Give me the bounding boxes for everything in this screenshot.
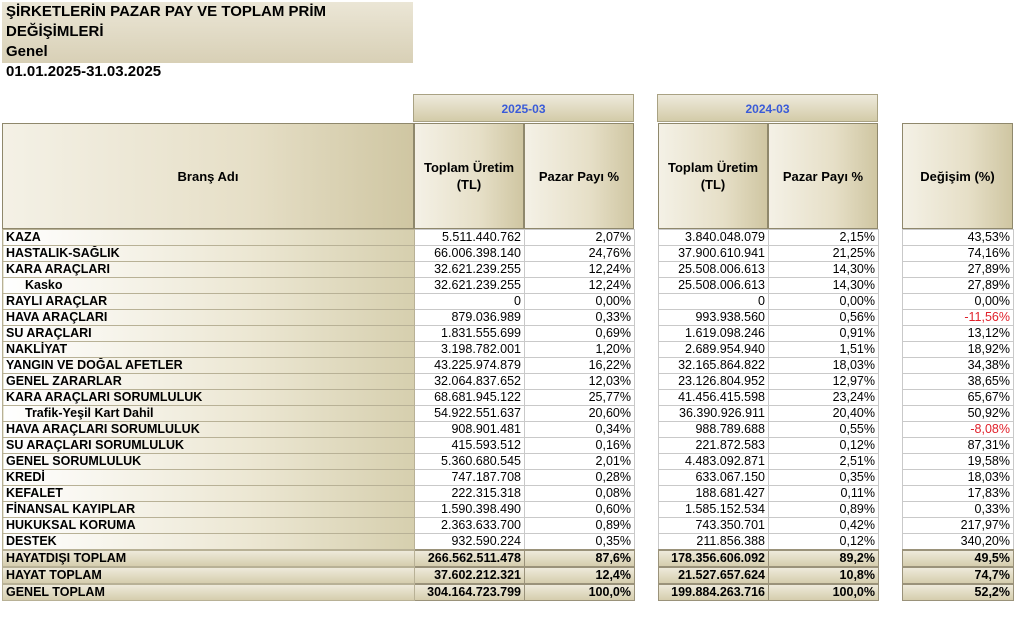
share-2025-cell: 2,01%	[525, 454, 635, 470]
column-gap	[879, 534, 903, 551]
production-2024-cell: 633.067.150	[659, 470, 769, 486]
production-2024-cell: 1.619.098.246	[659, 326, 769, 342]
share-2024-cell: 14,30%	[769, 262, 879, 278]
branch-name-cell: GENEL ZARARLAR	[3, 374, 415, 390]
table-row	[3, 262, 1014, 278]
change-cell: -11,56%	[903, 310, 1014, 326]
column-gap	[635, 518, 659, 534]
production-2024-cell: 25.508.006.613	[659, 278, 769, 294]
column-gap	[879, 390, 903, 406]
column-gap	[879, 518, 903, 534]
share-2025-cell: 100,0%	[525, 584, 635, 601]
change-cell: 19,58%	[903, 454, 1014, 470]
table-row	[3, 294, 1014, 310]
production-2024-cell: 1.585.152.534	[659, 502, 769, 518]
share-2024-cell: 0,35%	[769, 470, 879, 486]
production-2025-cell: 3.198.782.001	[415, 342, 525, 358]
branch-name-cell: SU ARAÇLARI	[3, 326, 415, 342]
production-2024-cell: 188.681.427	[659, 486, 769, 502]
column-gap	[879, 422, 903, 438]
production-2025-cell: 2.363.633.700	[415, 518, 525, 534]
production-2025-cell: 37.602.212.321	[415, 567, 525, 584]
share-2025-cell: 0,34%	[525, 422, 635, 438]
share-2025-cell: 0,35%	[525, 534, 635, 551]
column-gap	[635, 550, 659, 567]
column-gap	[879, 374, 903, 390]
production-2025-cell: 1.831.555.699	[415, 326, 525, 342]
share-2024-cell: 0,55%	[769, 422, 879, 438]
table-row	[3, 246, 1014, 262]
branch-name-cell: KARA ARAÇLARI SORUMLULUK	[3, 390, 415, 406]
production-2024-cell: 0	[659, 294, 769, 310]
column-gap	[635, 567, 659, 584]
change-cell: -8,08%	[903, 422, 1014, 438]
column-gap	[879, 246, 903, 262]
column-gap	[879, 502, 903, 518]
table-row	[3, 486, 1014, 502]
period-current-header: 2025-03	[413, 94, 634, 122]
table-row	[3, 406, 1014, 422]
production-2025-cell: 747.187.708	[415, 470, 525, 486]
share-2024-cell: 10,8%	[769, 567, 879, 584]
production-2024-cell: 32.165.864.822	[659, 358, 769, 374]
share-2024-cell: 0,56%	[769, 310, 879, 326]
production-2025-cell: 32.621.239.255	[415, 262, 525, 278]
column-gap	[635, 326, 659, 342]
share-2025-cell: 0,28%	[525, 470, 635, 486]
branch-name-cell: FİNANSAL KAYIPLAR	[3, 502, 415, 518]
share-2024-cell: 14,30%	[769, 278, 879, 294]
change-cell: 18,92%	[903, 342, 1014, 358]
change-cell: 17,83%	[903, 486, 1014, 502]
column-gap	[879, 454, 903, 470]
column-gap	[879, 406, 903, 422]
column-gap	[635, 502, 659, 518]
column-gap	[635, 374, 659, 390]
production-2024-cell: 25.508.006.613	[659, 262, 769, 278]
share-2025-cell: 0,89%	[525, 518, 635, 534]
column-gap	[635, 358, 659, 374]
table-row	[3, 454, 1014, 470]
share-2024-cell: 0,42%	[769, 518, 879, 534]
change-cell: 65,67%	[903, 390, 1014, 406]
change-cell: 27,89%	[903, 262, 1014, 278]
share-2025-cell: 2,07%	[525, 230, 635, 246]
column-gap	[635, 584, 659, 601]
total-row	[3, 584, 1014, 601]
production-2024-cell: 988.789.688	[659, 422, 769, 438]
table-row	[3, 278, 1014, 294]
report-title: ŞİRKETLERİN PAZAR PAY VE TOPLAM PRİM DEĞİŞİMLERİ	[6, 3, 327, 40]
production-2024-cell: 199.884.263.716	[659, 584, 769, 601]
table-row	[3, 518, 1014, 534]
change-cell: 43,53%	[903, 230, 1014, 246]
table-row	[3, 342, 1014, 358]
share-2025-cell: 1,20%	[525, 342, 635, 358]
branch-name-cell: KEFALET	[3, 486, 415, 502]
table-row	[3, 390, 1014, 406]
production-2024-cell: 41.456.415.598	[659, 390, 769, 406]
table-row	[3, 470, 1014, 486]
change-header: Değişim (%)	[902, 123, 1013, 229]
branch-name-cell: HUKUKSAL KORUMA	[3, 518, 415, 534]
change-cell: 13,12%	[903, 326, 1014, 342]
branch-name-cell: DESTEK	[3, 534, 415, 551]
share-2024-cell: 21,25%	[769, 246, 879, 262]
share-2025-cell: 0,60%	[525, 502, 635, 518]
production-2025-cell: 66.006.398.140	[415, 246, 525, 262]
share-2024-cell: 0,91%	[769, 326, 879, 342]
production-2024-cell: 36.390.926.911	[659, 406, 769, 422]
table-row	[3, 310, 1014, 326]
change-cell: 50,92%	[903, 406, 1014, 422]
column-gap	[879, 584, 903, 601]
column-gap	[635, 230, 659, 246]
branch-name-cell: RAYLI ARAÇLAR	[3, 294, 415, 310]
branch-name-cell: HASTALIK-SAĞLIK	[3, 246, 415, 262]
column-gap	[635, 406, 659, 422]
column-gap	[635, 454, 659, 470]
share-2024-cell: 23,24%	[769, 390, 879, 406]
production-2025-cell: 932.590.224	[415, 534, 525, 551]
change-cell: 74,16%	[903, 246, 1014, 262]
branch-name-cell: NAKLİYAT	[3, 342, 415, 358]
column-gap	[635, 438, 659, 454]
column-gap	[635, 262, 659, 278]
share-2025-cell: 12,24%	[525, 262, 635, 278]
branch-column-header: Branş Adı	[2, 123, 414, 229]
share-2024-cell: 0,12%	[769, 438, 879, 454]
production-2024-cell: 178.356.606.092	[659, 550, 769, 567]
share-2024-cell: 100,0%	[769, 584, 879, 601]
change-cell: 340,20%	[903, 534, 1014, 551]
column-gap	[879, 550, 903, 567]
branch-name-cell: KREDİ	[3, 470, 415, 486]
total-row	[3, 550, 1014, 567]
production-2025-cell: 5.360.680.545	[415, 454, 525, 470]
table-row	[3, 230, 1014, 246]
share-2025-cell: 12,4%	[525, 567, 635, 584]
period-previous-header: 2024-03	[657, 94, 878, 122]
column-gap	[879, 262, 903, 278]
production-2025-cell: 5.511.440.762	[415, 230, 525, 246]
column-gap	[635, 310, 659, 326]
share-2024-cell: 1,51%	[769, 342, 879, 358]
production-2025-cell: 32.621.239.255	[415, 278, 525, 294]
production-2024-cell: 4.483.092.871	[659, 454, 769, 470]
share-2024-cell: 20,40%	[769, 406, 879, 422]
share-2025-cell: 0,00%	[525, 294, 635, 310]
share-2024-cell: 0,89%	[769, 502, 879, 518]
branch-name-cell: GENEL TOPLAM	[3, 584, 415, 601]
share-2025-cell: 25,77%	[525, 390, 635, 406]
market-share-table	[2, 229, 1014, 601]
branch-name-cell: GENEL SORUMLULUK	[3, 454, 415, 470]
production-2025-cell: 304.164.723.799	[415, 584, 525, 601]
change-cell: 87,31%	[903, 438, 1014, 454]
total-row	[3, 567, 1014, 584]
production-2024-cell: 221.872.583	[659, 438, 769, 454]
column-gap	[635, 486, 659, 502]
branch-name-cell: SU ARAÇLARI SORUMLULUK	[3, 438, 415, 454]
table-row	[3, 326, 1014, 342]
column-gap	[879, 326, 903, 342]
share-2024-cell: 0,11%	[769, 486, 879, 502]
production-2025-cell: 222.315.318	[415, 486, 525, 502]
report-scope: Genel	[6, 43, 48, 60]
share-2025-cell: 16,22%	[525, 358, 635, 374]
total-production-2024-header: Toplam Üretim (TL)	[658, 123, 768, 229]
share-2025-cell: 12,03%	[525, 374, 635, 390]
share-2025-cell: 0,08%	[525, 486, 635, 502]
branch-name-cell: KARA ARAÇLARI	[3, 262, 415, 278]
production-2025-cell: 1.590.398.490	[415, 502, 525, 518]
change-cell: 34,38%	[903, 358, 1014, 374]
change-cell: 38,65%	[903, 374, 1014, 390]
production-2025-cell: 43.225.974.879	[415, 358, 525, 374]
column-gap	[635, 534, 659, 551]
production-2025-cell: 879.036.989	[415, 310, 525, 326]
branch-name-cell: HAYAT TOPLAM	[3, 567, 415, 584]
change-cell: 0,00%	[903, 294, 1014, 310]
production-2024-cell: 23.126.804.952	[659, 374, 769, 390]
share-2024-cell: 12,97%	[769, 374, 879, 390]
share-2025-cell: 87,6%	[525, 550, 635, 567]
table-row	[3, 438, 1014, 454]
production-2024-cell: 37.900.610.941	[659, 246, 769, 262]
column-gap	[635, 246, 659, 262]
branch-name-cell: KAZA	[3, 230, 415, 246]
column-gap	[879, 230, 903, 246]
column-gap	[635, 342, 659, 358]
share-2024-cell: 2,15%	[769, 230, 879, 246]
table-row	[3, 534, 1014, 551]
table-row	[3, 358, 1014, 374]
column-gap	[879, 470, 903, 486]
branch-name-cell: Kasko	[3, 278, 415, 294]
column-gap	[879, 294, 903, 310]
share-2025-cell: 0,69%	[525, 326, 635, 342]
column-gap	[635, 470, 659, 486]
report-date-range: 01.01.2025-31.03.2025	[6, 63, 162, 80]
column-gap	[635, 422, 659, 438]
branch-name-cell: HAVA ARAÇLARI SORUMLULUK	[3, 422, 415, 438]
branch-name-cell: HAYATDIŞI TOPLAM	[3, 550, 415, 567]
share-2024-cell: 0,00%	[769, 294, 879, 310]
column-gap	[879, 310, 903, 326]
share-2025-cell: 12,24%	[525, 278, 635, 294]
share-2025-cell: 0,33%	[525, 310, 635, 326]
column-gap	[879, 486, 903, 502]
share-2025-cell: 20,60%	[525, 406, 635, 422]
change-cell: 0,33%	[903, 502, 1014, 518]
column-gap	[879, 342, 903, 358]
column-gap	[635, 390, 659, 406]
production-2024-cell: 743.350.701	[659, 518, 769, 534]
production-2025-cell: 68.681.945.122	[415, 390, 525, 406]
production-2025-cell: 266.562.511.478	[415, 550, 525, 567]
total-production-2025-header: Toplam Üretim (TL)	[414, 123, 524, 229]
change-cell: 18,03%	[903, 470, 1014, 486]
production-2024-cell: 211.856.388	[659, 534, 769, 551]
column-gap	[879, 567, 903, 584]
column-gap	[879, 438, 903, 454]
column-gap	[879, 278, 903, 294]
production-2025-cell: 54.922.551.637	[415, 406, 525, 422]
market-share-2024-header: Pazar Payı %	[768, 123, 878, 229]
table-row	[3, 374, 1014, 390]
branch-name-cell: HAVA ARAÇLARI	[3, 310, 415, 326]
column-gap	[879, 358, 903, 374]
production-2024-cell: 3.840.048.079	[659, 230, 769, 246]
production-2024-cell: 2.689.954.940	[659, 342, 769, 358]
change-cell: 52,2%	[903, 584, 1014, 601]
share-2024-cell: 2,51%	[769, 454, 879, 470]
share-2025-cell: 24,76%	[525, 246, 635, 262]
share-2024-cell: 18,03%	[769, 358, 879, 374]
production-2024-cell: 21.527.657.624	[659, 567, 769, 584]
production-2025-cell: 908.901.481	[415, 422, 525, 438]
change-cell: 217,97%	[903, 518, 1014, 534]
table-row	[3, 422, 1014, 438]
production-2025-cell: 415.593.512	[415, 438, 525, 454]
production-2025-cell: 32.064.837.652	[415, 374, 525, 390]
report-title-block	[2, 2, 413, 80]
column-gap	[635, 294, 659, 310]
production-2024-cell: 993.938.560	[659, 310, 769, 326]
share-2024-cell: 0,12%	[769, 534, 879, 551]
change-cell: 27,89%	[903, 278, 1014, 294]
market-share-2025-header: Pazar Payı %	[524, 123, 634, 229]
column-gap	[635, 278, 659, 294]
branch-name-cell: Trafik-Yeşil Kart Dahil	[3, 406, 415, 422]
change-cell: 49,5%	[903, 550, 1014, 567]
share-2025-cell: 0,16%	[525, 438, 635, 454]
share-2024-cell: 89,2%	[769, 550, 879, 567]
branch-name-cell: YANGIN VE DOĞAL AFETLER	[3, 358, 415, 374]
production-2025-cell: 0	[415, 294, 525, 310]
change-cell: 74,7%	[903, 567, 1014, 584]
table-row	[3, 502, 1014, 518]
